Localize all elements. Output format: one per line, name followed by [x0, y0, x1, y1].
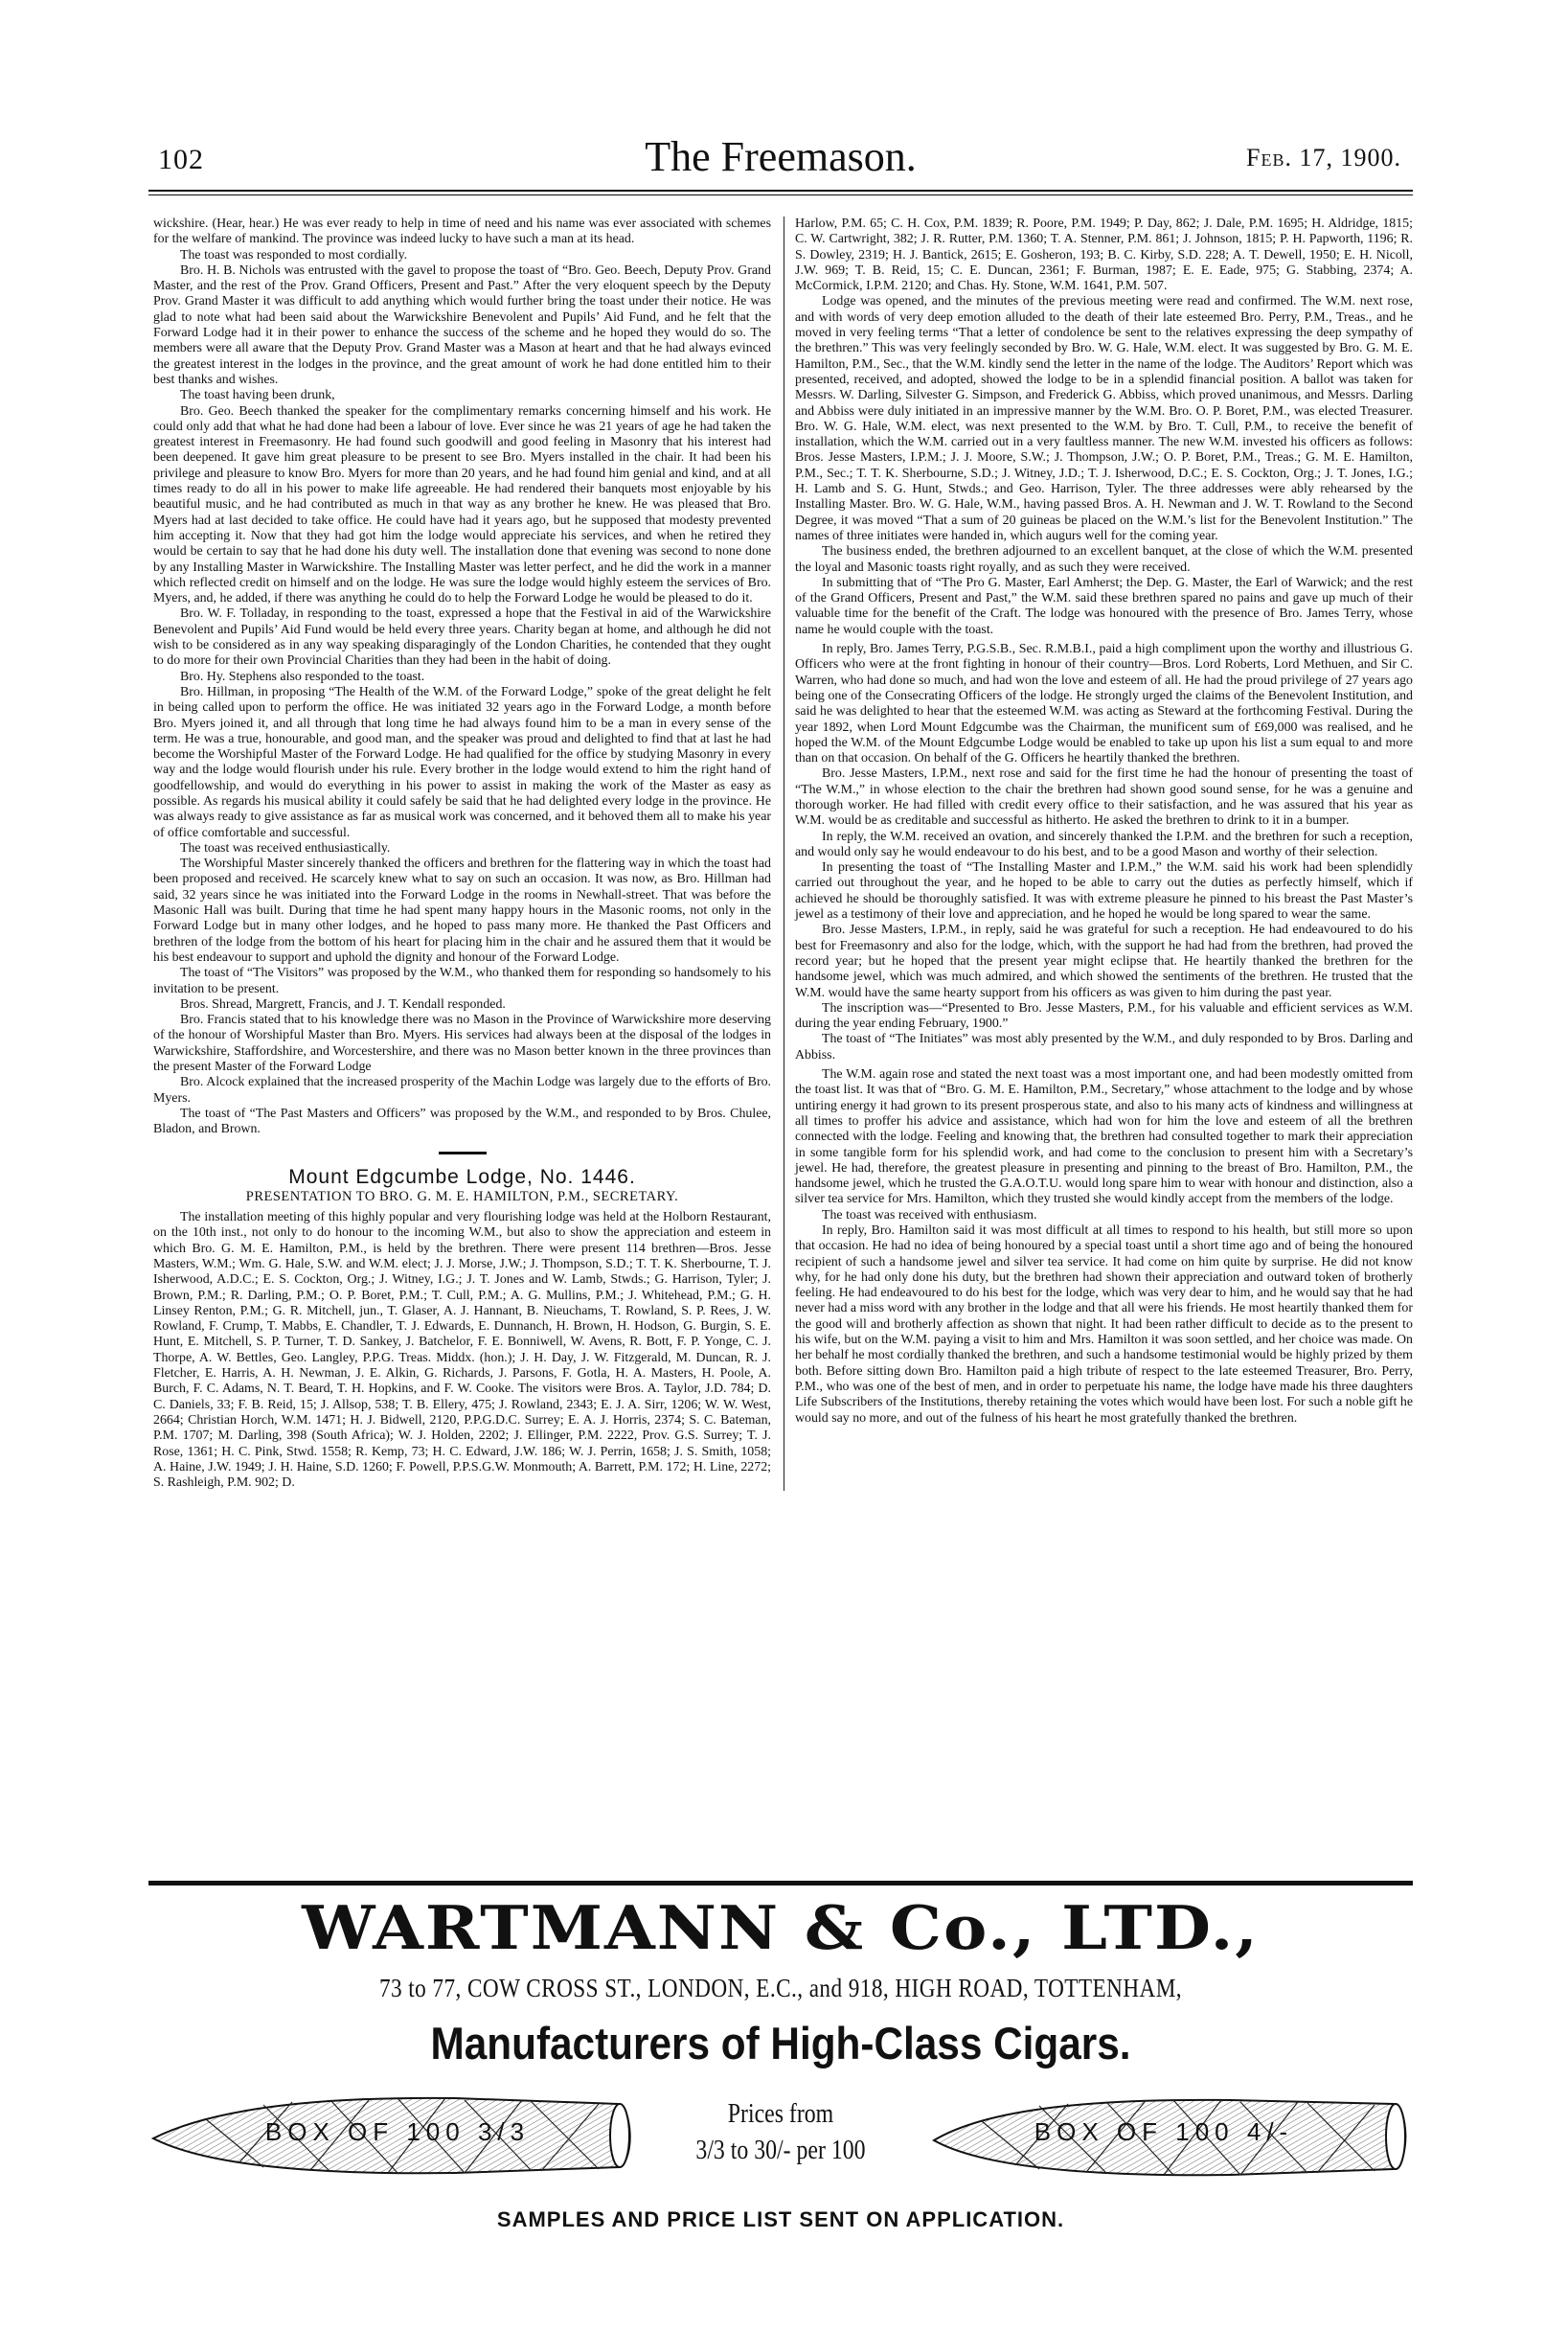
paragraph: The W.M. again rose and stated the next toast was a most important one, and had been modestly omitted from the toast list. It was that of “Bro. G. M. E. Hamilton, P.M., Secretary,” whose attachment to the lodge and by whose untiring energy it had grown to its present prosperous state, and also to his many acts of kindness and willingness at all times to proffer his advice and assistance, which had won for him the love and esteem of all the brethren connected with the lodge. Feeling and knowing that, the brethren had consulted together to mark their appreciation in some tangible form for his splendid work, and had come to the conclusion to present him with a Secretary’s jewel. He had, therefore, the greatest pleasure in presenting and pinning to the breast of Bro. Hamilton, P.M., the handsome jewel, which he trusted the G.A.O.T.U. would long spare him to wear with honour and distinction, also a silver tea service for Mrs. Hamilton, which they trusted she would kindly accept from the members of the lodge.: [795, 1067, 1413, 1207]
price-range: [667, 2096, 895, 2169]
advertiser-name: WARTMANN & Co., LTD.,: [302, 1893, 1260, 1964]
cigar-label-right: BOX OF 100 4/-: [1034, 2117, 1294, 2146]
cigar-advertisement: [148, 1881, 1413, 2232]
cigar-illustration-left: [148, 2091, 647, 2179]
issue-date: Feb. 17, 1900.: [1246, 144, 1401, 171]
masthead: [148, 123, 1413, 180]
price-row: [148, 2087, 1413, 2202]
paragraph: Lodge was opened, and the minutes of the previous meeting were read and confirmed. The W.M. next rose, and with words of very deep emotion alluded to the death of their late esteemed Bro. Perry, P.M., Treas., and he moved in very feeling terms “That a letter of condolence be sent to the relatives expressing the deep sympathy of the brethren.” This was very feelingly seconded by Bro. W. G. Hale, W.M. elect. It was suggested by Bro. G. M. E. Hamilton, P.M., Sec., that the W.M. kindly send the letter in the name of the lodge. The Auditors’ Report which was presented, received, and adopted, showed the lodge to be in a splendid financial position. A ballot was taken for Messrs. W. Darling, Silvester G. Simpson, and Frederick G. Abbiss, which proved unanimous, and Messrs. Darling and Abbiss were duly initiated in an impressive manner by the W.M. Bro. O. P. Boret, P.M., was elected Treasurer. Bro. W. G. Hale, W.M. elect, was next presented to the W.M. by Bro. T. Cull, P.M., to receive the benefit of installation, which the W.M. carried out in a very faultless manner. The new W.M. invested his officers as follows: Bros. Jesse Masters, I.P.M.; J. J. Moore, S.W.; J. Thompson, J.W.; O. P. Boret, P.M., Treas.; G. M. E. Hamilton, P.M., Sec.; T. T. K. Sherbourne, S.D.; J. Witney, J.D.; T. J. Isherwood, D.C.; E. S. Cockton, Org.; J. T. Jones, I.G.; H. Lamb and S. G. Hunt, Stwds.; and Geo. Harrison, Tyler. The three addresses were ably rehearsed by the Installing Master. Bro. W. G. Hale, W.M., having passed Bros. A. H. Newman and J. W. T. Rowland to the Second Degree, it was moved “That a sum of 20 guineas be placed on the W.M.’s list for the Benevolent Institution.” The names of three initiates were handed in, which augurs well for the coming year.: [795, 294, 1413, 543]
paragraph: The toast was received enthusiastically.: [180, 840, 391, 856]
page-number: 102: [158, 144, 204, 175]
paragraph: Bro. Francis stated that to his knowledge there was no Mason in the Province of Warwickshire more deserving of the honour of Worshipful Master than Bro. Myers. His services had always been at the disposal of the lodges in Warwickshire, Staffordshire, and Worcestershire, and there was no Mason better known in the three provinces than the present Master of the Forward Lodge: [153, 1013, 771, 1075]
advertisement-rule: [148, 1881, 1413, 1885]
paragraph: The Worshipful Master sincerely thanked the officers and brethren for the flattering way in which the toast had been proposed and received. He scarcely knew what to say on such an occasion. It was now, as Bro. Hillman had said, 32 years since he was initiated into the Forward Lodge in the rooms in Newhall-street. That was before the Masonic Hall was built. During that time he had spent many happy hours in the Masonic rooms, not only in the Forward Lodge but in many other lodges, and he hoped to pass many more. He thanked the Past Officers and brethren of the lodge from the bottom of his heart for placing him in the chair and he assured them that it would be his best endeavour to support and uphold the dignity and honour of the Forward Lodge.: [153, 857, 771, 965]
paragraph: Bro. Hillman, in proposing “The Health of the W.M. of the Forward Lodge,” spoke of the great delight he felt in being called upon to perform the office. He was initiated 32 years ago in the Forward Lodge, a month before Bro. Myers joined it, and all through that long time he had always found him to be a man in every sense of the term. He was a true, honourable, and good man, and the speaker was proud and delighted to find that at last he had become the Worshipful Master of the Forward Lodge. He had qualified for the office by studying Masonry in every way and the lodge would flourish under his rule. Every brother in the lodge would extend to him the right hand of goodfellowship, and would do everything in his power to assist in making the work of the Master as easy as possible. As regards his musical ability it could safely be said that he had delighted every lodge in the province. He was always ready to give assistance as far as musical work was concerned, and it behoved them all to make his year of office comfortable and successful.: [153, 684, 771, 840]
paragraph: In submitting that of “The Pro G. Master, Earl Amherst; the Dep. G. Master, the Earl of Warwick; and the rest of the Grand Officers, Present and Past,” the W.M. said these brethren spared no pains and gave up much of their valuable time for the benefit of the Craft. The lodge was honoured with the presence of Bro. James Terry, whose name he would couple with the toast.: [795, 575, 1413, 637]
prices-line: Prices from: [727, 2099, 834, 2129]
paragraph: Bro. Geo. Beech thanked the speaker for the complimentary remarks concerning himself and his work. He could only add that what he had done had been a labour of love. Ever since he was 21 years of age he had taken the greatest interest in Freemasonry. He had found such goodwill and good feeling in Masonry that his interest had been deepened. It gave him great pleasure to be present to see Bro. Myers installed in the chair. It had been his privilege and pleasure to know Bro. Myers for more than 20 years, and he had found him genial and kind, and at all times ready to do all in his power to make life agreeable. He had rendered their banquets most enjoyable by his beautiful music, and he had contributed as much in that way as any brother he knew. He was pleased that Bro. Myers had at last decided to take office. He could have had it years ago, but he supposed that modesty prevented him accepting it. Now that they had got him the lodge would appreciate his services, and when he retired they would be certain to say that he had done his duty well. The installation done that evening was second to none done by any Installing Master in Warwickshire. The Installing Master was letter perfect, and he did the work in a manner which reflected credit on himself and on the lodge. He was sure the lodge would highly esteem the services of Bro. Myers, and, he added, if there was anything he could do to help the Forward Lodge he would be pleased to do it.: [153, 403, 771, 606]
article-subtitle: PRESENTATION TO BRO. G. M. E. HAMILTON, P.M., SECRETARY.: [245, 1188, 679, 1204]
paragraph: Bros. Shread, Margrett, Francis, and J. T. Kendall responded.: [180, 996, 506, 1012]
masthead-rule: [148, 190, 1413, 195]
article-columns: [148, 217, 1413, 1491]
left-column: [153, 217, 771, 1491]
advertisement-tagline: Manufacturers of High-Class Cigars.: [430, 2018, 1131, 2068]
paragraph: The toast of “The Initiates” was most ably presented by the W.M., and duly responded to by Bros. Darling and Abbiss.: [795, 1032, 1413, 1063]
cigar-label-left: BOX OF 100 3/3: [264, 2117, 531, 2146]
advertisement-footer: SAMPLES AND PRICE LIST SENT ON APPLICATION.: [496, 2207, 1065, 2231]
right-column: [795, 217, 1413, 1491]
paragraph: Bro. W. F. Tolladay, in responding to the toast, expressed a hope that the Festival in aid of the Warwickshire Benevolent and Pupils’ Aid Fund would be held every three years. Charity began at home, and although he did not wish to be considered as in any way speaking disparagingly of the London Charities, he contended that they ought to do more for their own Provincial Charities than they had been in the habit of doing.: [153, 606, 771, 669]
paragraph: wickshire. (Hear, hear.) He was ever ready to help in time of need and his name was ever associated with schemes for the welfare of mankind. The province was indeed lucky to have such a man at its head.: [153, 217, 771, 247]
paragraph: Bro. Jesse Masters, I.P.M., in reply, said he was grateful for such a reception. He had endeavoured to do his best for Freemasonry and also for the lodge, which, with the support he had had from the brethren, had proved the record year; but he hoped that the present year might eclipse that. He heartily thanked the brethren for the handsome jewel, which was much admired, and which showed the sentiments of the brethren. He trusted that the W.M. would have the same hearty support from his officers as was given to him during the past year.: [795, 923, 1413, 1000]
paragraph: Bro. Jesse Masters, I.P.M., next rose and said for the first time he had the honour of presenting the toast of “The W.M.,” in whose election to the chair the brethren had shown good sound sense, for he was a genuine and thorough worker. He had filled with credit every office to their satisfaction, and he was assured that his year as W.M. would be as creditable and successful as hitherto. He asked the brethren to drink to it in a bumper.: [795, 766, 1413, 829]
advertiser-address: 73 to 77, COW CROSS ST., LONDON, E.C., and 918, HIGH ROAD, TOTTENHAM,: [378, 1974, 1183, 2002]
paragraph: Bro. Alcock explained that the increased prosperity of the Machin Lodge was largely due to the efforts of Bro. Myers.: [153, 1075, 771, 1106]
paragraph: In reply, the W.M. received an ovation, and sincerely thanked the I.P.M. and the brethren for such a reception, and would only say he would endeavour to do his best, and to be a good Mason and worthy of their selection.: [795, 829, 1413, 859]
prices-line: 3/3 to 30/- per 100: [695, 2136, 866, 2165]
paragraph: The toast was responded to most cordially.: [180, 247, 408, 263]
paragraph: Bro. H. B. Nichols was entrusted with the gavel to propose the toast of “Bro. Geo. Beech, Deputy Prov. Grand Master, and the rest of the Prov. Grand Officers, Present and Past.” After the very eloquent speech by the Deputy Prov. Grand Master it was difficult to add anything which would further bring the toast under their notice. He was glad to note what had been said about the Warwickshire Benevolent and Pupils’ Aid Fund, and he felt that the Forward Lodge had it in their power to enhance the success of the scheme and he hoped they would do so. The members were all aware that the Deputy Prov. Grand Master was a Mason at heart and that he had always evinced the greatest interest in the lodges in the province, and the great amount of work he had done entitled him to their best thanks and wishes.: [153, 263, 771, 387]
paragraph: The business ended, the brethren adjourned to an excellent banquet, at the close of which the W.M. presented the loyal and Masonic toasts right royally, and as such they were received.: [795, 544, 1413, 575]
section-divider: [439, 1152, 487, 1154]
paragraph: The toast was received with enthusiasm.: [822, 1207, 1037, 1223]
newspaper-page: [148, 123, 1413, 1491]
paragraph: Harlow, P.M. 65; C. H. Cox, P.M. 1839; R. Poore, P.M. 1949; P. Day, 862; J. Dale, P.M. 1695; H. Aldridge, 1815; C. W. Cartwright, 382; J. R. Rutter, P.M. 1360; T. A. Stenner, P.M. 861; J. Johnson, 1815; P. H. Papworth, 1196; R. S. Dowley, 2319; H. J. Bantick, 2615; E. Gosheron, 193; B. C. Kirby, S.D. 228; A. T. Dewell, 1950; E. H. Nicoll, J.W. 969; T. B. Reid, 15; C. E. Duncan, 2361; F. Burman, 1987; E. E. Eade, 975; G. Stabbing, 2374; A. McCormick, I.P.M. 2120; and Chas. Hy. Stone, W.M. 1641, P.M. 507.: [795, 217, 1413, 294]
paragraph: Bro. Hy. Stephens also responded to the toast.: [180, 669, 425, 684]
paragraph: In presenting the toast of “The Installing Master and I.P.M.,” the W.M. said his work had been splendidly carried out throughout the year, and he hoped to be able to carry out the duties as perfectly himself, which if achieved he should be thoroughly satisfied. It was with extreme pleasure he pinned to his breast the Past Master’s jewel as a testimony of their love and appreciation, and he hoped he would be long spared to wear the same.: [795, 860, 1413, 923]
cigar-illustration-right: [915, 2091, 1413, 2179]
paragraph: In reply, Bro. James Terry, P.G.S.B., Sec. R.M.B.I., paid a high compliment upon the worthy and illustrious G. Officers who were at the front fighting in honour of their country—Bros. Lord Roberts, Lord Methuen, and Sir C. Warren, who had done so much, and had won the love and esteem of all. He had the proud privilege of 27 years ago being one of the Consecrating Officers of the lodge. He strongly urged the claims of the Benevolent Institution, and said he was delighted to hear that the esteemed W.M. was acting as Steward at the forthcoming Festival. During the year 1892, when Lord Mount Edgcumbe was the Chairman, the munificent sum of £69,000 was realised, and he hoped the W.M. of the Mount Edgcumbe Lodge would be enabled to take up upon his list a sum equal to and more than on that occasion. On behalf of the G. Officers he heartily thanked the brethren.: [795, 642, 1413, 766]
paragraph: In reply, Bro. Hamilton said it was most difficult at all times to respond to his health, but still more so upon that occasion. He had no idea of being honoured by a special toast until a short time ago and of being the honoured recipient of such a handsome jewel and silver tea service. It had come on him quite by surprise. He did not know why, for he had only done his duty, but the brethren had shown their appreciation and outward token of brotherly feeling. He had endeavoured to do his best for the lodge, which was very dear to him, and he would say that he had never had a miss word with any brother in the lodge and that all were his friends. He most heartily thanked them for the good will and brotherly affection as shown that night. It had been rather difficult to decide as to the present to his wife, but on the W.M. paying a visit to him and Mrs. Hamilton it was soon settled, and her choice was made. On her behalf he most cordially thanked the brethren, and such a handsome testimonial would be highly prized by them both. Before sitting down Bro. Hamilton paid a high tribute of respect to the late esteemed Treasurer, Bro. Perry, P.M., who was one of the best of men, and in order to perpetuate his name, the lodge have made his three daughters Life Subscribers of the Institutions, thereby retaining the votes which would have been lost. For such a noble gift he would say no more, and out of the fulness of his heart he most gratefully thanked the brethren.: [795, 1223, 1413, 1426]
paragraph: The toast of “The Past Masters and Officers” was proposed by the W.M., and responded to by Bros. Chulee, Bladon, and Brown.: [153, 1106, 771, 1137]
paragraph: The toast of “The Visitors” was proposed by the W.M., who thanked them for responding so handsomely to his invitation to be present.: [153, 966, 771, 996]
article-title: Mount Edgcumbe Lodge, No. 1446.: [288, 1165, 636, 1188]
publication-title: The Freemason.: [645, 133, 917, 180]
paragraph: The toast having been drunk,: [180, 388, 335, 403]
paragraph: The installation meeting of this highly popular and very flourishing lodge was held at the Holborn Restaurant, on the 10th inst., not only to do honour to the incoming W.M., but also to show the appreciation and esteem in which Bro. G. M. E. Hamilton, P.M., is held by the brethren. There were present 114 brethren—Bros. Jesse Masters, W.M.; Wm. G. Hale, S.W. and W.M. elect; J. J. Morse, J.W.; J. Thompson, S.D.; T. T. K. Sherbourne, T. J. Isherwood, A.D.C.; E. S. Cockton, Org.; J. Witney, I.G.; J. T. Jones and W. Lamb, Stwds.; G. Harrison, Tyler; J. Brown, P.M.; R. Darling, P.M.; O. P. Boret, P.M.; T. Cull, P.M.; A. G. Mullins, P.M.; J. Whitehead, P.M.; G. H. Linsey Renton, P.M.; G. R. Mitchell, jun., T. Glaser, A. J. Hannant, B. Nieuchams, T. Rowland, S. P. Rees, J. W. Rowland, F. Crump, T. Mabbs, E. Chandler, T. J. Edwards, E. Dunnanch, H. Brown, H. Hodson, G. Burgin, S. E. Hunt, E. Mitchell, S. P. Turner, T. D. Sankey, J. Batchelor, F. E. Bonniwell, W. Avens, R. Bott, F. P. Yonge, C. J. Thorpe, A. W. Bettles, Geo. Langley, P.P.G. Treas. Middx. (hon.); J. H. Day, J. W. Fitzgerald, M. Duncan, R. J. Fletcher, E. Harris, A. H. Newman, J. E. Alkin, G. Richards, J. Parsons, F. Gotla, H. A. Masters, H. Poole, A. Burch, F. C. Adams, N. T. Beard, T. H. Hopkins, and F. W. Cooke. The visitors were Bros. A. Taylor, J.D. 784; D. C. Daniels, 33; F. B. Reid, 15; J. Allsop, 538; T. B. Ellery, 475; J. Rowland, 2343; E. J. A. Sirr, 1206; W. W. West, 2664; Christian Horch, W.M. 1471; H. J. Bidwell, 2120, P.P.G.D.C. Surrey; E. A. J. Horris, 2374; S. C. Bateman, P.M. 1707; M. Darling, 398 (South Africa); W. J. Holden, 2202; J. Ellinger, P.M. 2222, Prov. G.S. Surrey; T. J. Rose, 1361; H. C. Pink, Stwd. 1558; R. Kemp, 73; H. C. Edward, J.W. 186; W. J. Perrin, 1658; J. S. Smith, 1058; A. Haine, J.W. 1949; J. H. Haine, S.D. 1260; F. Powell, P.P.S.G.W. Monmouth; A. Barrett, P.M. 172; H. Line, 2272; S. Rashleigh, P.M. 902; D.: [153, 1210, 771, 1491]
paragraph: The inscription was—“Presented to Bro. Jesse Masters, P.M., for his valuable and efficient services as W.M. during the year ending February, 1900.”: [795, 1000, 1413, 1032]
